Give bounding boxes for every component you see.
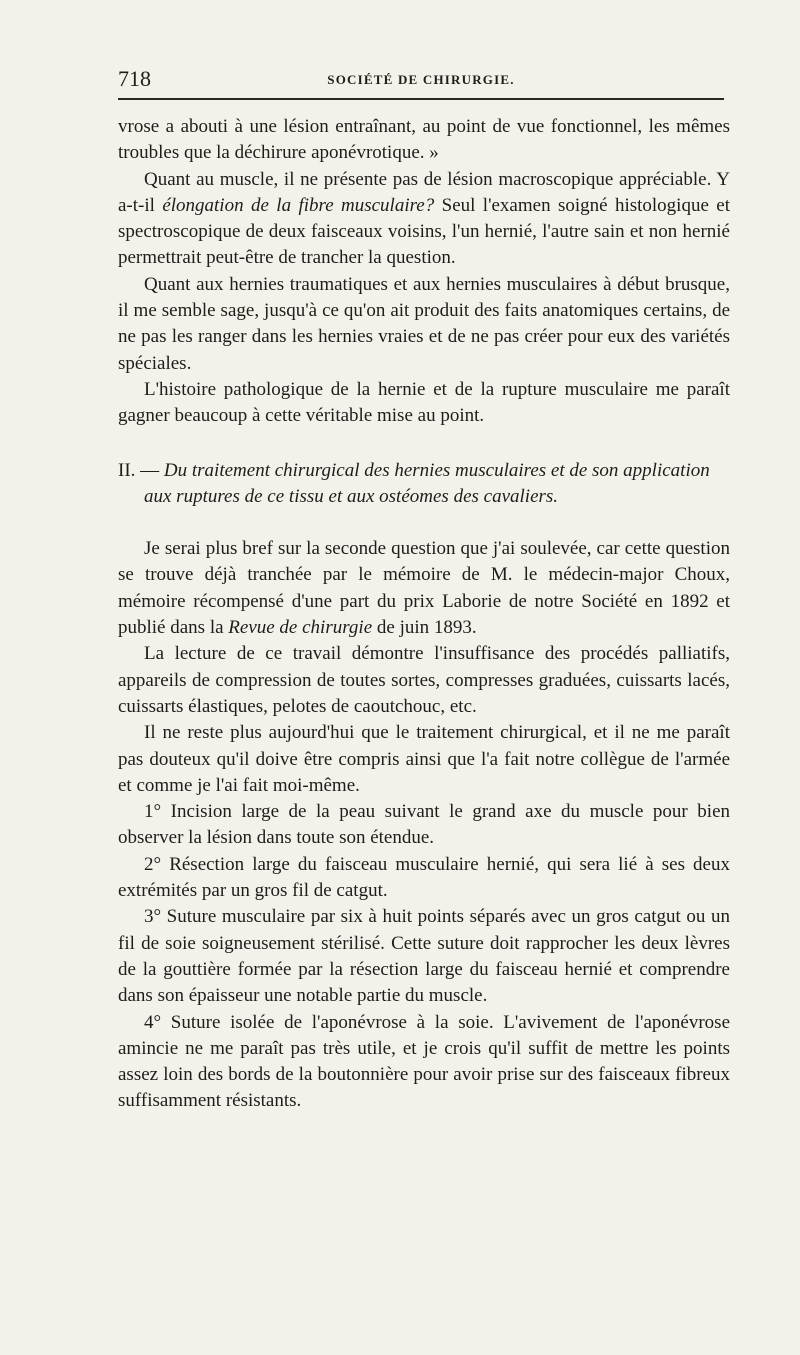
page-number: 718 xyxy=(118,66,151,91)
list-step: 1° Incision large de la peau suivant le grand axe du muscle pour bien observer la lésion dans toute son étendue. xyxy=(118,801,730,849)
page-header xyxy=(118,66,724,98)
paragraph: Il ne reste plus aujourd'hui que le traitement chirurgical, et il ne me paraît pas douteux qu'il doive être compris ainsi que l'a fait notre collègue de l'armée et comme je l'ai fait moi-même. xyxy=(118,722,730,796)
paragraph: Quant au muscle, il ne présente pas de lésion macroscopique appréciable. Y a-t-il élongation de la fibre musculaire? Seul l'examen soigné histologique et spectroscopique de deux faisceaux voisins, l'un hernié, l'autre sain et non hernié permettrait peut-être de trancher la question. xyxy=(118,168,730,269)
section-title: Du traitement chirurgical des hernies musculaires et de son application aux ruptures de ce tissu et aux ostéomes des cavaliers. xyxy=(144,459,710,507)
paragraph: La lecture de ce travail démontre l'insuffisance des procédés palliatifs, appareils de compression de toutes sortes, compresses graduées, cuissarts lacés, cuissarts élastiques, pelotes de caoutchouc, etc. xyxy=(118,643,730,717)
paragraph: Quant aux hernies traumatiques et aux hernies musculaires à début brusque, il me semble sage, jusqu'à ce qu'on ait produit des faits anatomiques certains, de ne pas les ranger dans les hernies vraies et de ne pas créer pour eux des variétés spéciales. xyxy=(118,273,730,374)
list-step: 4° Suture isolée de l'aponévrose à la soie. L'avivement de l'aponévrose amincie ne me paraît pas très utile, et je crois qu'il suffit de mettre les points assez loin des bords de la boutonnière pour avoir prise sur des faisceaux fibreux suffisamment résistants. xyxy=(118,1011,730,1112)
list-step: 3° Suture musculaire par six à huit points séparés avec un gros catgut ou un fil de soie soigneusement stérilisé. Cette suture doit rapprocher les deux lèvres de la gouttière formée par la résection large du faisceau hernié et comprendre dans son épaisseur une notable partie du muscle. xyxy=(118,906,730,1007)
italic-phrase: élongation de la fibre musculaire? xyxy=(162,194,435,216)
paragraph: Je serai plus bref sur la seconde question que j'ai soulevée, car cette question se trouve déjà tranchée par le mémoire de M. le médecin-major Choux, mémoire récompensé d'une part du prix Laborie de notre Société en 1892 et publié dans la Revue de chirurgie de juin 1893. xyxy=(118,538,730,639)
running-head: SOCIÉTÉ DE CHIRURGIE. xyxy=(327,72,515,87)
journal-title: Revue de chirurgie xyxy=(228,617,373,639)
paragraph: L'histoire pathologique de la hernie et de la rupture musculaire me paraît gagner beaucoup à cette véritable mise au point. xyxy=(118,378,730,427)
list-step: 2° Résection large du faisceau musculaire hernié, qui sera lié à ses deux extrémités par un gros fil de catgut. xyxy=(118,853,730,902)
section-heading xyxy=(118,458,730,511)
section-numeral: II. — xyxy=(118,459,160,481)
body-text xyxy=(118,114,730,1115)
paragraph: vrose a abouti à une lésion entraînant, au point de vue fonctionnel, les mêmes troubles que la déchirure aponévrotique. » xyxy=(118,116,730,164)
header-rule xyxy=(118,98,724,100)
